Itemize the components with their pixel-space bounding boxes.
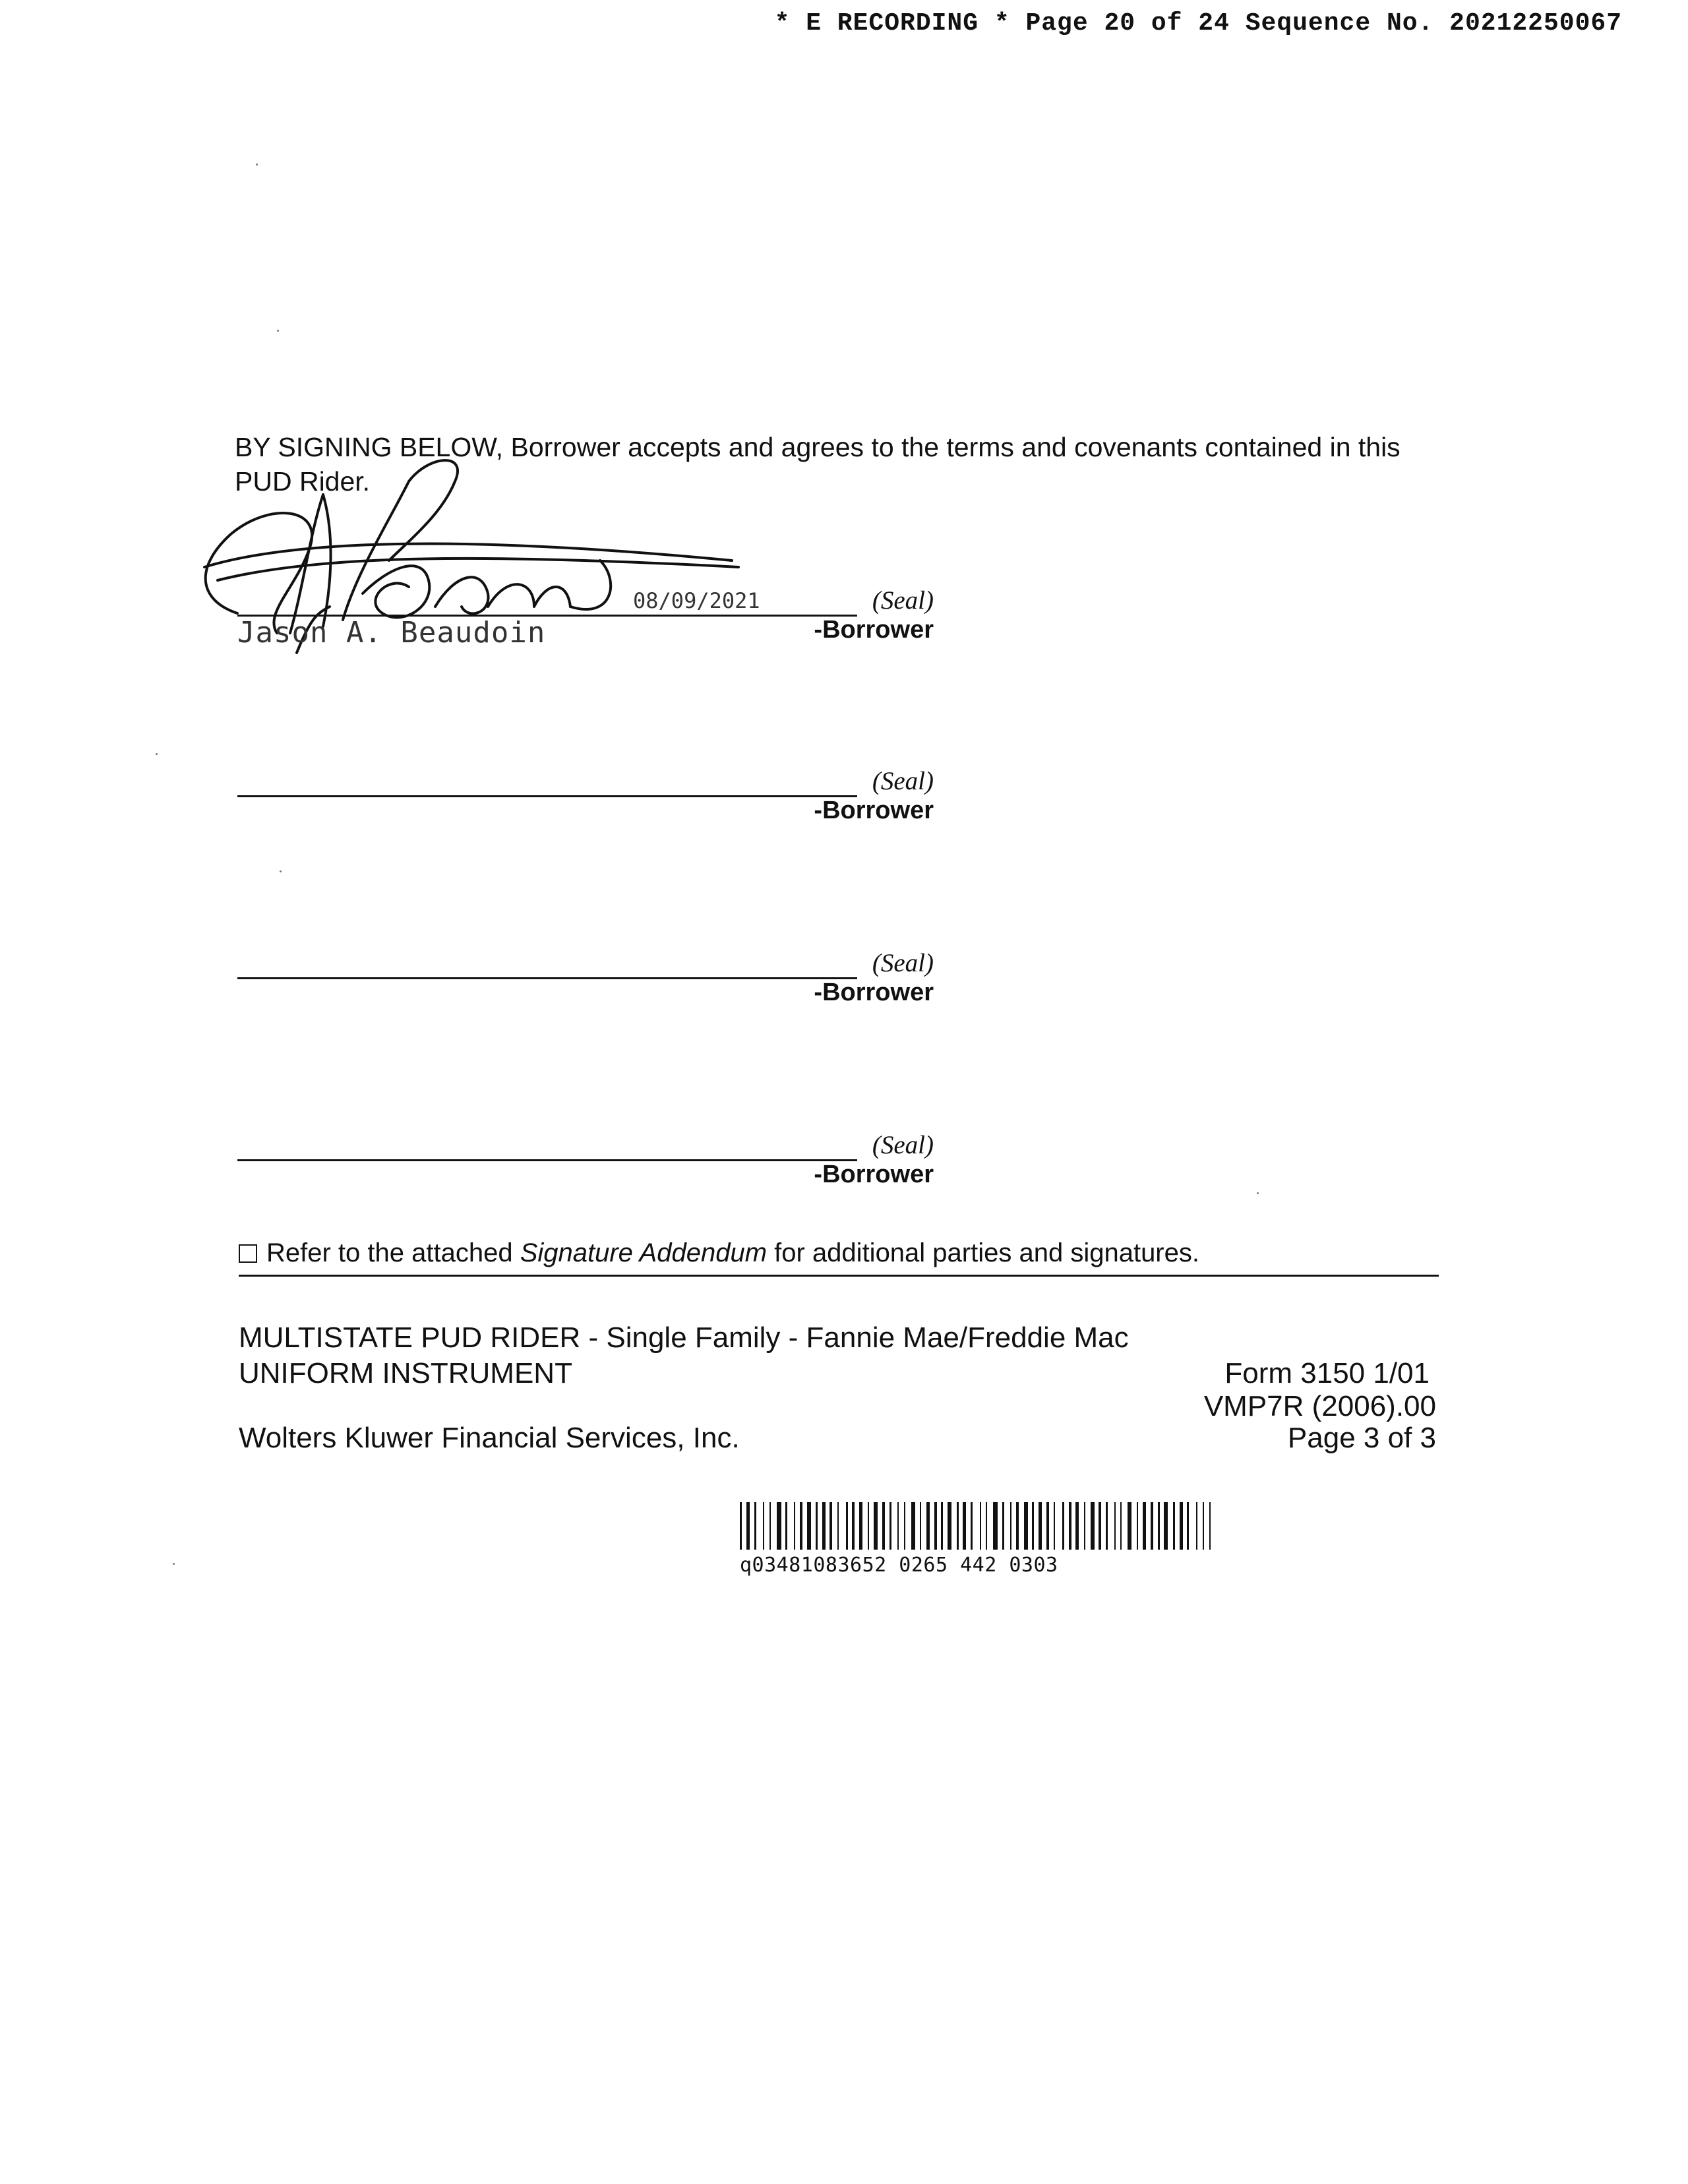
barcode-bar [754, 1502, 756, 1550]
barcode-bar [1024, 1502, 1028, 1550]
barcode-bar [1075, 1502, 1079, 1550]
borrower-label: -Borrower [814, 616, 934, 644]
addendum-prefix: Refer to the attached [266, 1238, 520, 1267]
barcode-bar [1084, 1502, 1085, 1550]
seal-label: (Seal) [872, 586, 934, 615]
barcode-bar [800, 1502, 802, 1550]
signature-block-4 [237, 1130, 934, 1190]
barcode-bar [963, 1502, 966, 1550]
barcode-bar [1143, 1502, 1146, 1550]
page-number: Page 3 of 3 [1287, 1422, 1436, 1454]
barcode-bar [1002, 1502, 1004, 1550]
barcode-bar [986, 1502, 987, 1550]
scan-speck [280, 870, 282, 872]
barcode-bar [777, 1502, 781, 1550]
barcode-bar [980, 1502, 981, 1550]
barcode-bar [993, 1502, 998, 1550]
barcode-bar [1114, 1502, 1116, 1550]
footer-title-line2: UNIFORM INSTRUMENT [239, 1357, 572, 1389]
barcode-bar [957, 1502, 959, 1550]
signature-date: 08/09/2021 [633, 588, 760, 613]
barcode-bar [822, 1502, 826, 1550]
addendum-checkbox[interactable] [239, 1244, 257, 1263]
barcode-bar [1209, 1502, 1211, 1550]
barcode-bar [868, 1502, 869, 1550]
barcode-bar [1187, 1502, 1189, 1550]
barcode-bar [785, 1502, 787, 1550]
barcode-bar [1173, 1502, 1175, 1550]
barcode-bar [1069, 1502, 1071, 1550]
barcode-bar [794, 1502, 795, 1550]
barcode-bar [920, 1502, 921, 1550]
signature-line [237, 795, 857, 797]
recording-stamp: * E RECORDING * Page 20 of 24 Sequence No. 20212250067 [774, 9, 1622, 38]
barcode-bar [1039, 1502, 1042, 1550]
barcode-bar [1196, 1502, 1197, 1550]
scan-speck [256, 164, 258, 166]
intro-text: BY SIGNING BELOW, Borrower accepts and agrees to the terms and covenants contained in this PUD Rider. [235, 432, 1401, 497]
barcode-bar [1032, 1502, 1034, 1550]
barcode-bar [1137, 1502, 1138, 1550]
signature-block-1 [237, 586, 934, 650]
scan-speck [1257, 1192, 1259, 1194]
barcode-bar [746, 1502, 750, 1550]
barcode-bar [1010, 1502, 1011, 1550]
barcode-bar [1164, 1502, 1168, 1550]
barcode-bar [740, 1502, 742, 1550]
barcode-bar [1054, 1502, 1055, 1550]
seal-label: (Seal) [872, 767, 934, 795]
barcode-bar [904, 1502, 905, 1550]
barcode-bar [926, 1502, 930, 1550]
barcode-bar [807, 1502, 811, 1550]
signature-block-3 [237, 948, 934, 1008]
barcode-bar [846, 1502, 848, 1550]
barcode [738, 1502, 1213, 1552]
seal-label: (Seal) [872, 949, 934, 977]
scan-speck [173, 1563, 175, 1565]
seal-label: (Seal) [872, 1131, 934, 1159]
barcode-bar [1016, 1502, 1019, 1550]
barcode-bar [889, 1502, 891, 1550]
barcode-bar [971, 1502, 973, 1550]
barcode-bar [1151, 1502, 1153, 1550]
scan-speck [277, 330, 279, 332]
scan-speck [156, 753, 158, 755]
barcode-bar [1158, 1502, 1160, 1550]
barcode-bar [1099, 1502, 1101, 1550]
barcode-bar [859, 1502, 862, 1550]
barcode-bar [1120, 1502, 1122, 1550]
borrower-label: -Borrower [814, 797, 934, 824]
signature-line [237, 977, 857, 979]
footer-title-line1: MULTISTATE PUD RIDER - Single Family - Fannie Mae/Freddie Mac [239, 1321, 1129, 1354]
barcode-bar [882, 1502, 885, 1550]
barcode-text: q03481083652 0265 442 0303 [740, 1554, 1058, 1577]
barcode-bar [874, 1502, 878, 1550]
signer-name: Jason A. Beaudoin [237, 616, 546, 650]
barcode-bar [1046, 1502, 1049, 1550]
publisher: Wolters Kluwer Financial Services, Inc. [239, 1422, 740, 1454]
barcode-bar [829, 1502, 832, 1550]
barcode-bar [1128, 1502, 1131, 1550]
barcode-bar [769, 1502, 771, 1550]
barcode-bar [763, 1502, 764, 1550]
barcode-bar [1091, 1502, 1095, 1550]
form-code: VMP7R (2006).00 [1203, 1390, 1436, 1422]
barcode-bar [837, 1502, 839, 1550]
signature-addendum-note [239, 1238, 1439, 1277]
barcode-bar [941, 1502, 943, 1550]
barcode-bar [934, 1502, 937, 1550]
signature-line [237, 1159, 857, 1161]
addendum-emphasis: Signature Addendum [520, 1238, 768, 1267]
barcode-bar [816, 1502, 818, 1550]
signature-block-2 [237, 766, 934, 826]
barcode-bar [911, 1502, 915, 1550]
barcode-bar [1106, 1502, 1108, 1550]
barcode-bar [1180, 1502, 1183, 1550]
addendum-suffix: for additional parties and signatures. [767, 1238, 1199, 1267]
barcode-bar [852, 1502, 855, 1550]
barcode-bar [1062, 1502, 1064, 1550]
barcode-bar [897, 1502, 899, 1550]
barcode-bar [1203, 1502, 1204, 1550]
borrower-label: -Borrower [814, 979, 934, 1006]
form-number: Form 3150 1/01 [1224, 1357, 1430, 1389]
barcode-bar [948, 1502, 951, 1550]
borrower-label: -Borrower [814, 1161, 934, 1188]
